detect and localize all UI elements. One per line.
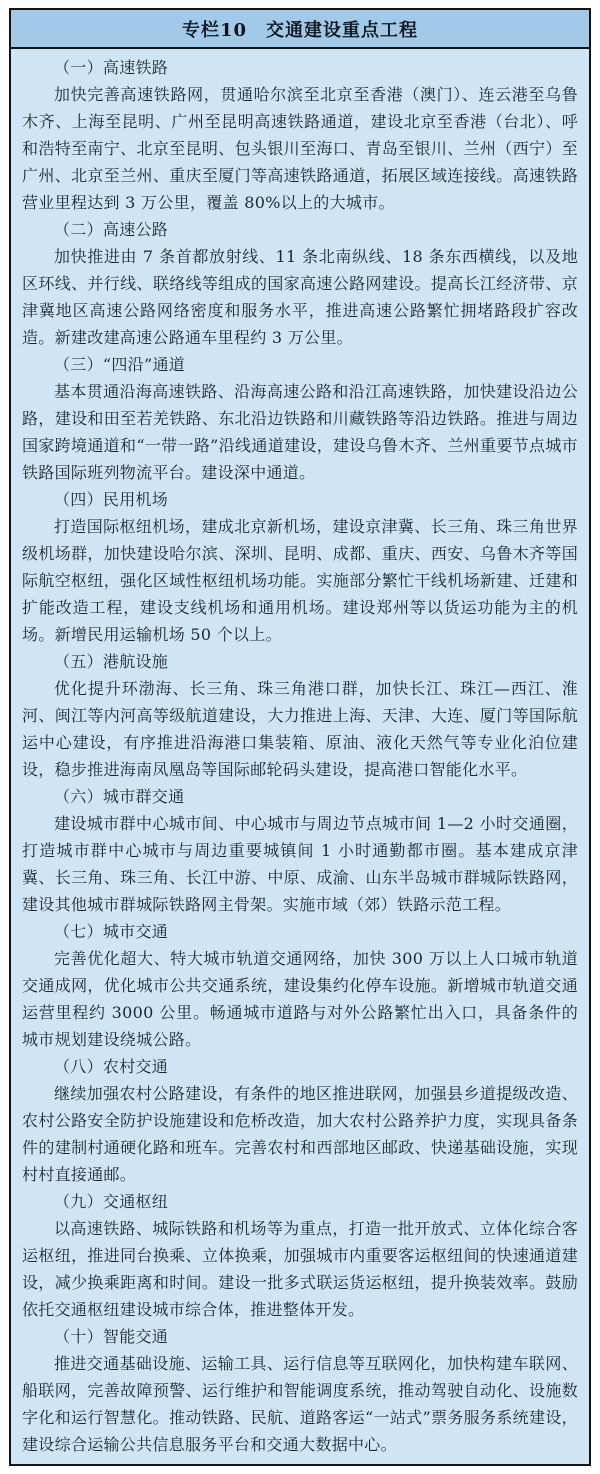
section-paragraph: 以高速铁路、城际铁路和机场等为重点，打造一批开放式、立体化综合客运枢纽，推进同台换乘、立体换乘，加强城市内重要客运枢纽间的快速通道建设，减少换乘距离和时间。建设一批多式联运货运枢纽，提升换装效率。鼓励依托交通枢纽建设城市综合体，推进整体开发。 bbox=[22, 1219, 578, 1319]
section bbox=[22, 1053, 578, 1188]
section bbox=[22, 54, 578, 216]
section-heading: （六）城市群交通 bbox=[54, 787, 185, 806]
section-heading: （八）农村交通 bbox=[54, 1057, 169, 1076]
section bbox=[22, 486, 578, 648]
section-heading: （九）交通枢纽 bbox=[54, 1192, 169, 1211]
section bbox=[22, 216, 578, 351]
section-heading: （三）“四沿”通道 bbox=[54, 355, 186, 374]
section bbox=[22, 1188, 578, 1323]
section bbox=[22, 648, 578, 783]
section-heading: （二）高速公路 bbox=[54, 220, 169, 239]
box-title: 专栏10 交通建设重点工程 bbox=[181, 20, 419, 41]
section bbox=[22, 783, 578, 918]
section-paragraph: 完善优化超大、特大城市轨道交通网络，加快 300 万以上人口城市轨道交通成网，优化城市公共交通系统，建设集约化停车设施。新增城市轨道交通运营里程约 3000 公里。畅通城市道路与对外公路繁忙出入口，具备条件的城市规划建设绕城公路。 bbox=[22, 949, 578, 1049]
section-paragraph: 建设城市群中心城市间、中心城市与周边节点城市间 1—2 小时交通圈，打造城市群中心城市与周边重要城镇间 1 小时通勤都市圈。基本建成京津冀、长三角、珠三角、长江中游、中原、成渝、山东半岛城市群城际铁路网，建设其他城市群城际铁路网主骨架。实施市域（郊）铁路示范工程。 bbox=[22, 814, 578, 914]
section-heading: （七）城市交通 bbox=[54, 922, 169, 941]
box-header bbox=[11, 10, 589, 49]
plan-box bbox=[9, 8, 591, 1466]
section-heading: （五）港航设施 bbox=[54, 652, 169, 671]
section-heading: （四）民用机场 bbox=[54, 490, 169, 509]
box-body bbox=[11, 49, 589, 1464]
section-heading: （十）智能交通 bbox=[54, 1327, 169, 1346]
section bbox=[22, 351, 578, 486]
section bbox=[22, 1323, 578, 1458]
section-heading: （一）高速铁路 bbox=[54, 58, 169, 77]
section-paragraph: 基本贯通沿海高速铁路、沿海高速公路和沿江高速铁路，加快建设沿边公路，建设和田至若羌铁路、东北沿边铁路和川藏铁路等沿边铁路。推进与周边国家跨境通道和“一带一路”沿线通道建设，建设乌鲁木齐、兰州重要节点城市铁路国际班列物流平台。建设深中通道。 bbox=[22, 382, 578, 482]
section bbox=[22, 918, 578, 1053]
section-paragraph: 继续加强农村公路建设，有条件的地区推进联网，加强县乡道提级改造、农村公路安全防护设施建设和危桥改造，加大农村公路养护力度，实现具备条件的建制村通硬化路和班车。完善农村和西部地区邮政、快递基础设施，实现村村直接通邮。 bbox=[22, 1084, 578, 1184]
section-paragraph: 打造国际枢纽机场，建成北京新机场，建设京津冀、长三角、珠三角世界级机场群，加快建设哈尔滨、深圳、昆明、成都、重庆、西安、乌鲁木齐等国际航空枢纽，强化区域性枢纽机场功能。实施部分繁忙干线机场新建、迁建和扩能改造工程，建设支线机场和通用机场。建设郑州等以货运功能为主的机场。新增民用运输机场 50 个以上。 bbox=[22, 517, 578, 644]
section-paragraph: 优化提升环渤海、长三角、珠三角港口群，加快长江、珠江—西江、淮河、闽江等内河高等级航道建设，大力推进上海、天津、大连、厦门等国际航运中心建设，有序推进沿海港口集装箱、原油、液化天然气等专业化泊位建设，稳步推进海南凤凰岛等国际邮轮码头建设，提高港口智能化水平。 bbox=[22, 679, 578, 779]
section-paragraph: 加快推进由 7 条首都放射线、11 条北南纵线、18 条东西横线，以及地区环线、并行线、联络线等组成的国家高速公路网建设。提高长江经济带、京津冀地区高速公路网络密度和服务水平，推进高速公路繁忙拥堵路段扩容改造。新建改建高速公路通车里程约 3 万公里。 bbox=[22, 247, 578, 347]
section-paragraph: 加快完善高速铁路网，贯通哈尔滨至北京至香港（澳门）、连云港至乌鲁木齐、上海至昆明、广州至昆明高速铁路通道，建设北京至香港（台北）、呼和浩特至南宁、北京至昆明、包头银川至海口、青岛至银川、兰州（西宁）至广州、北京至兰州、重庆至厦门等高速铁路通道，拓展区域连接线。高速铁路营业里程达到 3 万公里，覆盖 80%以上的大城市。 bbox=[22, 85, 578, 212]
section-paragraph: 推进交通基础设施、运输工具、运行信息等互联网化，加快构建车联网、船联网，完善故障预警、运行维护和智能调度系统，推动驾驶自动化、设施数字化和运行智慧化。推动铁路、民航、道路客运“一站式”票务服务系统建设，建设综合运输公共信息服务平台和交通大数据中心。 bbox=[22, 1354, 578, 1454]
